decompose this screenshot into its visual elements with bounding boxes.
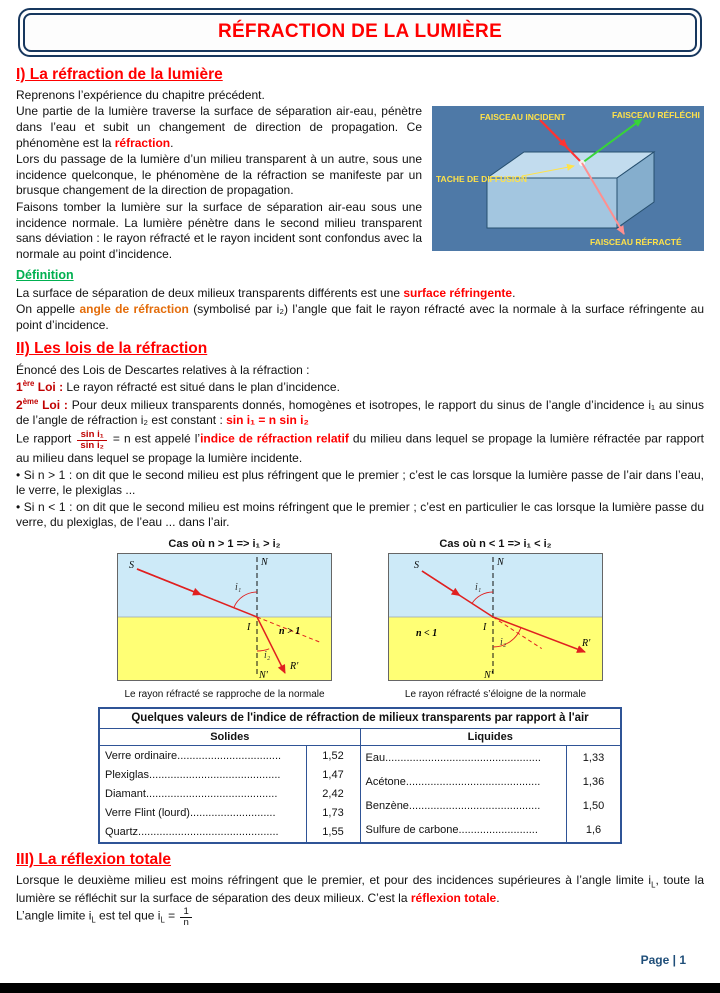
- label-N-prime: N': [259, 670, 268, 682]
- text-run: Le rayon réfracté est situé dans le plan d’incidence.: [63, 380, 340, 395]
- text-run: = n est appelé l’: [108, 431, 201, 446]
- substance-name: Sulfure de carbone..........................: [365, 823, 538, 836]
- tank-front-face: [487, 178, 617, 228]
- text-run: Une partie de la lumière traverse la surface de séparation air-eau, pénètre dans l’eau et subit un changement de direction de propagation. Ce phénomène est la: [16, 104, 422, 150]
- diagram-right-caption: Le rayon réfracté s’éloigne de la normale: [404, 688, 587, 700]
- table-row: [100, 823, 360, 842]
- formula-snell: sin i₁ = n sin i₂: [226, 413, 309, 428]
- index-value: 2,42: [306, 785, 360, 804]
- label-n-less-1: n < 1: [416, 628, 438, 640]
- page-title: RÉFRACTION DE LA LUMIÈRE: [217, 21, 503, 42]
- index-value: 1,55: [306, 823, 360, 842]
- label-I: I: [247, 622, 251, 634]
- liquides-column: [360, 746, 621, 842]
- label-S: S: [129, 560, 134, 572]
- substance-name: Diamant...........................................: [105, 787, 278, 800]
- refraction-experiment-figure: [432, 106, 704, 251]
- label-i2: i₂: [264, 650, 271, 662]
- keyword-reflexion-totale: réflexion totale: [410, 890, 497, 905]
- law-2-label: 2ème Loi :: [16, 396, 68, 412]
- index-value: 1,50: [566, 794, 620, 818]
- text-run: , toute la lumière se réfléchit sur la surface de séparation des deux milieux. C’est la: [16, 873, 704, 905]
- table-row: [100, 785, 360, 804]
- solides-column: [100, 746, 360, 842]
- less-dense-medium: [388, 617, 603, 681]
- diagram-left-canvas: [117, 553, 332, 681]
- index-value: 1,73: [306, 804, 360, 823]
- paragraph: Lors du passage de la lumière d’un milieu transparent à un autre, sous une incidence quelconque, le phénomène de la réfraction se manifeste par un brusque changement de la direction de propagation.: [16, 152, 422, 198]
- text-run: Pour deux milieux transparents donnés, homogènes et isotropes, le rapport du sinus de l’angle d’incidence i₁ au sinus de l’angle de réfraction i₂ est constant :: [16, 397, 704, 428]
- substance-name: Acétone............................................: [365, 775, 541, 788]
- substance-name: Benzène...........................................: [365, 799, 541, 812]
- table-body: [100, 746, 620, 842]
- substance-name: Quartz..............................................: [105, 826, 279, 839]
- substance-name: Verre ordinaire..................................: [105, 749, 282, 762]
- paragraph: Faisons tomber la lumière sur la surface de séparation air-eau sous une incidence normale. La lumière pénètre dans le second milieu transparent sans déviation : le rayon réfracté et le rayon incident sont confondus avec la normale au point d’incidence.: [16, 199, 422, 261]
- table-row: [361, 794, 621, 818]
- substance-name: Plexiglas...........................................: [105, 768, 281, 781]
- label-i1: i₁: [475, 582, 482, 594]
- table-row: [361, 818, 621, 842]
- label-S: S: [414, 560, 419, 572]
- refracted-beam-label: FAISCEAU RÉFRACTÉ: [590, 237, 682, 248]
- table-row: [100, 804, 360, 823]
- reflected-beam-label: FAISCEAU RÉFLÉCHI: [612, 110, 700, 121]
- keyword-refraction: réfraction: [114, 135, 171, 150]
- paragraph-limit-angle: [16, 907, 704, 928]
- section-2-heading: II) Les lois de la réfraction: [16, 340, 208, 358]
- subscript-L: L: [91, 916, 96, 926]
- label-R-prime: R': [582, 638, 591, 650]
- label-N-prime: N': [484, 670, 493, 682]
- index-value: 1,36: [566, 770, 620, 794]
- substance-name: Verre Flint (lourd)............................: [105, 807, 276, 820]
- table-row: [100, 765, 360, 784]
- label-R-prime: R': [290, 661, 299, 673]
- title-banner-inner: [23, 13, 697, 52]
- keyword-angle-de-refraction: angle de réfraction: [79, 302, 189, 317]
- section-3-heading: III) La réflexion totale: [16, 851, 172, 869]
- air-medium: [117, 553, 332, 617]
- table-title: Quelques valeurs de l'indice de réfraction de milieux transparents par rapport à l'air: [100, 709, 620, 729]
- text-run: .: [512, 285, 516, 300]
- paragraph: [16, 302, 704, 333]
- limit-angle-fraction: $\frac{1}{n}$: [180, 907, 191, 928]
- diagram-n-less-1: [388, 537, 603, 701]
- refraction-index-table: [98, 707, 622, 844]
- section-1-body: [16, 104, 704, 263]
- subscript-L: L: [651, 880, 656, 890]
- paragraph-law-2: [16, 397, 704, 429]
- text-run: du milieu dans lequel se propage la lumière réfractée par rapport au milieu dans lequel se propage la lumière incidente.: [16, 431, 704, 466]
- label-N: N: [497, 557, 504, 569]
- diagram-right-title: Cas où n < 1 => i₁ < i₂: [439, 538, 552, 550]
- index-value: 1,6: [566, 818, 620, 842]
- text-run: est tel que i: [95, 908, 161, 923]
- diagram-n-greater-1: [117, 537, 332, 701]
- bullet-n-less-1: • Si n < 1 : on dit que le second milieu est moins réfringent que le premier ; c’est en particulier le cas lorsque la lumière passe du verre, du plexiglas, de l’eau ... dans l’air.: [16, 499, 704, 530]
- sine-ratio-fraction: $\frac{\text{sin i₁}}{\text{sin i₂}}$: [77, 430, 106, 451]
- text-run: (symbolisé par i₂) l’angle que fait le rayon réfracté avec la normale à la surface réfringente au point d’incidence.: [16, 302, 704, 332]
- law-1-label: 1ère Loi :: [16, 379, 64, 395]
- index-value: 1,52: [306, 746, 360, 765]
- section-1-heading: I) La réfraction de la lumière: [16, 65, 223, 83]
- paragraph-ratio: [16, 430, 704, 467]
- diagram-left-caption: Le rayon réfracté se rapproche de la normale: [124, 688, 325, 700]
- label-i2: i₂: [500, 637, 507, 649]
- paragraph: Énoncé des Lois de Descartes relatives à la réfraction :: [16, 362, 310, 377]
- title-banner: [18, 8, 702, 57]
- text-run: On appelle: [16, 302, 80, 317]
- text-run: .: [170, 135, 174, 150]
- paragraph: [16, 286, 704, 302]
- text-run: .: [496, 890, 500, 905]
- refraction-diagrams: [16, 537, 704, 701]
- table-row: [100, 746, 360, 765]
- label-N: N: [261, 557, 268, 569]
- index-value: 1,47: [306, 765, 360, 784]
- subscript-L: L: [160, 916, 165, 926]
- paragraph: Reprenons l’expérience du chapitre précédent.: [16, 87, 265, 102]
- column-header-liquides: Liquides: [360, 729, 621, 745]
- dense-medium: [388, 553, 603, 617]
- table-row: [361, 746, 621, 770]
- bullet-n-greater-1: • Si n > 1 : on dit que le second milieu est plus réfringent que le premier ; c’est le cas lorsque la lumière passe de l’air dans l’eau, le verre, le plexiglas ...: [16, 467, 704, 498]
- incident-beam-label: FAISCEAU INCIDENT: [480, 112, 566, 123]
- page-number: Page | 1: [640, 953, 686, 968]
- paragraph-law-1: [16, 379, 704, 396]
- diagram-left-title: Cas où n > 1 => i₁ > i₂: [168, 538, 281, 550]
- label-i1: i₁: [235, 582, 242, 594]
- definition-heading: Définition: [16, 268, 74, 283]
- paragraph: [16, 873, 704, 906]
- diffusion-spot-label: TACHE DE DIFFUSION: [436, 174, 527, 185]
- label-n-greater-1: n > 1: [279, 626, 301, 638]
- text-run: Le rapport: [16, 431, 76, 446]
- text-run: La surface de séparation de deux milieux transparents différents est une: [16, 285, 404, 300]
- text-run: Lorsque le deuxième milieu est moins réfringent que le premier, et pour des incidences supérieures à l’angle limite i: [16, 873, 652, 888]
- label-I: I: [483, 622, 487, 634]
- text-run: =: [164, 908, 179, 923]
- substance-name: Eau...................................................: [365, 751, 541, 764]
- bottom-black-bar: [0, 983, 720, 993]
- keyword-indice-refraction: indice de réfraction relatif: [200, 431, 349, 446]
- text-run: L’angle limite i: [16, 908, 92, 923]
- keyword-surface-refringente: surface réfringente: [403, 285, 513, 300]
- column-header-solides: Solides: [210, 730, 250, 743]
- diagram-right-canvas: [388, 553, 603, 681]
- table-header-row: [100, 729, 620, 746]
- index-value: 1,33: [566, 746, 620, 770]
- table-row: [361, 770, 621, 794]
